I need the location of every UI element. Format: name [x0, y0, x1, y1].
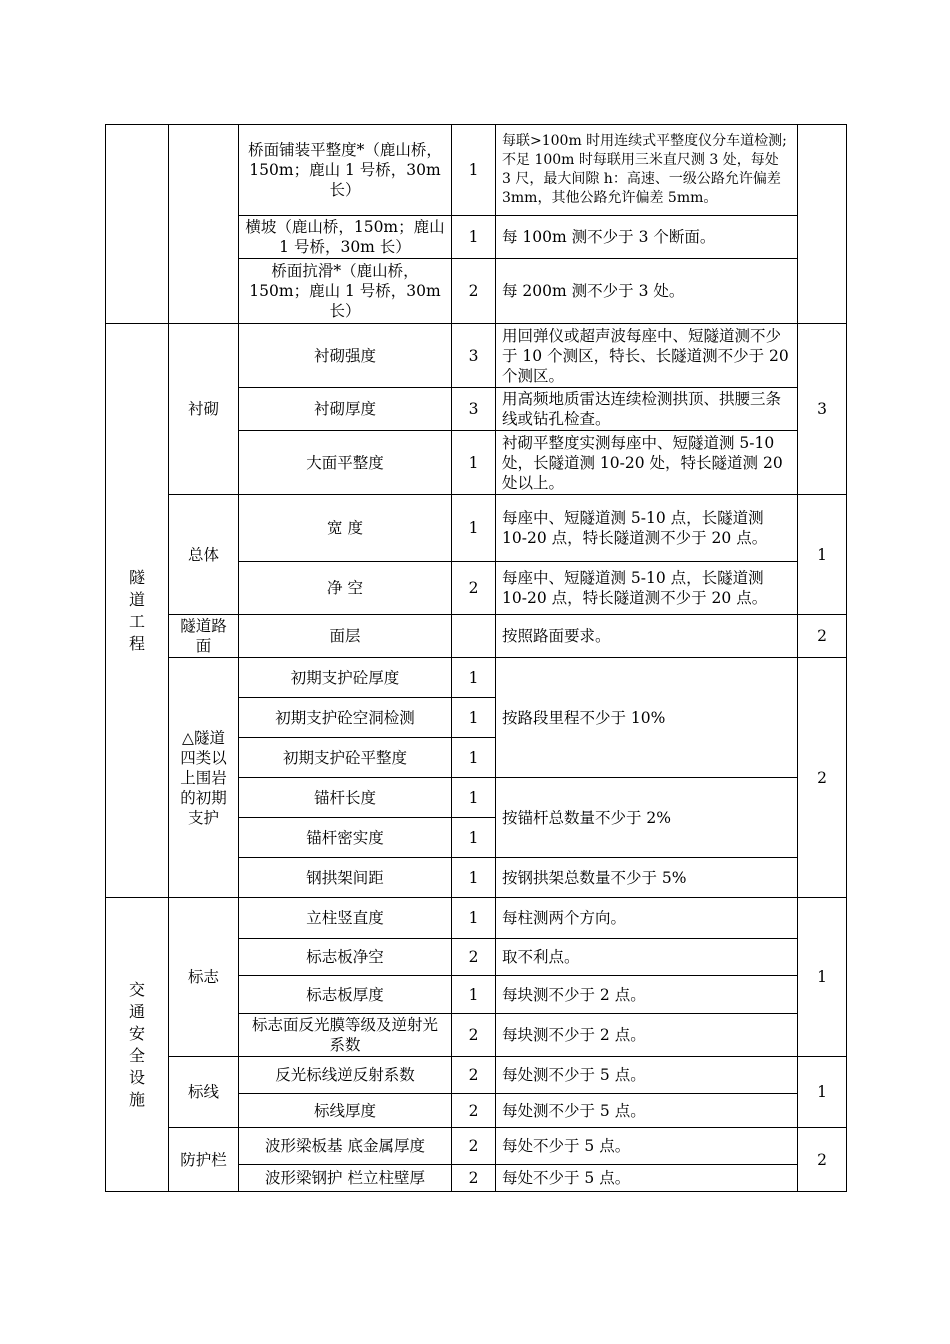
- subgroup-weight: 2: [798, 615, 847, 658]
- item-cell: 波形梁板基 底金属厚度: [239, 1128, 452, 1165]
- group-traffic: [106, 898, 169, 1192]
- weight-cell: 1: [452, 495, 496, 562]
- weight-cell: 1: [452, 658, 496, 698]
- method-cell: 每处不少于 5 点。: [496, 1128, 798, 1165]
- weight-cell: 1: [452, 216, 496, 259]
- item-cell: 桥面抗滑*（鹿山桥，150m；鹿山 1 号桥，30m 长）: [239, 259, 452, 324]
- method-cell: 每处测不少于 5 点。: [496, 1094, 798, 1128]
- method-cell: 每块测不少于 2 点。: [496, 1014, 798, 1057]
- item-cell: 宽 度: [239, 495, 452, 562]
- subgroup-sign: 标志: [169, 898, 239, 1057]
- subgroup-weight: 2: [798, 1128, 847, 1192]
- item-cell: 钢拱架间距: [239, 858, 452, 898]
- weight-cell: 2: [452, 1128, 496, 1165]
- weight-cell: 1: [452, 431, 496, 495]
- subgroup-guard: 防护栏: [169, 1128, 239, 1192]
- method-cell: 每 200m 测不少于 3 处。: [496, 259, 798, 324]
- weight-cell: 1: [452, 738, 496, 778]
- weight-cell: 2: [452, 1014, 496, 1057]
- item-cell: 反光标线逆反射系数: [239, 1057, 452, 1094]
- weight-cell: 2: [452, 1094, 496, 1128]
- subgroup-weight: 1: [798, 898, 847, 1057]
- item-cell: 净 空: [239, 562, 452, 615]
- item-cell: 衬砌厚度: [239, 388, 452, 431]
- table-row: [106, 324, 847, 388]
- item-cell: 标志面反光膜等级及逆射光系数: [239, 1014, 452, 1057]
- weight-cell: 2: [452, 939, 496, 976]
- weight-cell: 2: [452, 1057, 496, 1094]
- group-cell-empty: [106, 125, 169, 324]
- inspection-table: [105, 124, 847, 1192]
- table-row: [106, 495, 847, 562]
- item-cell: 初期支护砼空洞检测: [239, 698, 452, 738]
- weight-cell: 2: [452, 562, 496, 615]
- item-cell: 桥面铺装平整度*（鹿山桥，150m；鹿山 1 号桥，30m 长）: [239, 125, 452, 216]
- table-row: [106, 658, 847, 698]
- table-row: [106, 125, 847, 216]
- method-cell: 每座中、短隧道测 5-10 点，长隧道测 10-20 点，特长隧道测不少于 20 点。: [496, 495, 798, 562]
- item-cell: 初期支护砼平整度: [239, 738, 452, 778]
- weight-cell: 1: [452, 898, 496, 939]
- item-cell: 面层: [239, 615, 452, 658]
- weight-cell: 1: [452, 976, 496, 1014]
- method-cell: 每处测不少于 5 点。: [496, 1057, 798, 1094]
- weight-cell: [452, 615, 496, 658]
- subgroup-support: △隧道四类以上围岩的初期支护: [169, 658, 239, 898]
- method-cell: 每座中、短隧道测 5-10 点，长隧道测 10-20 点，特长隧道测不少于 20 点。: [496, 562, 798, 615]
- item-cell: 初期支护砼厚度: [239, 658, 452, 698]
- table-row: [106, 1128, 847, 1165]
- group-weight-empty: [798, 125, 847, 324]
- weight-cell: 3: [452, 324, 496, 388]
- group-label: 交通安全设施: [128, 979, 145, 1109]
- table-row: [106, 615, 847, 658]
- method-cell: 按钢拱架总数量不少于 5%: [496, 858, 798, 898]
- item-cell: 标志板厚度: [239, 976, 452, 1014]
- subgroup-pavement: 隧道路面: [169, 615, 239, 658]
- method-cell: 取不利点。: [496, 939, 798, 976]
- subgroup-weight: 2: [798, 658, 847, 898]
- method-cell: 用回弹仪或超声波每座中、短隧道测不少于 10 个测区，特长、长隧道测不少于 20 个测区。: [496, 324, 798, 388]
- item-cell: 衬砌强度: [239, 324, 452, 388]
- weight-cell: 1: [452, 778, 496, 818]
- group-tunnel: [106, 324, 169, 898]
- subgroup-cell-empty: [169, 125, 239, 324]
- table-row: [106, 898, 847, 939]
- subgroup-marking: 标线: [169, 1057, 239, 1128]
- subgroup-overall: 总体: [169, 495, 239, 615]
- method-cell: 衬砌平整度实测每座中、短隧道测 5-10 处，长隧道测 10-20 处，特长隧道测 20 处以上。: [496, 431, 798, 495]
- item-cell: 锚杆长度: [239, 778, 452, 818]
- subgroup-weight: 1: [798, 495, 847, 615]
- item-cell: 锚杆密实度: [239, 818, 452, 858]
- method-cell: 每处不少于 5 点。: [496, 1165, 798, 1192]
- weight-cell: 1: [452, 698, 496, 738]
- item-cell: 大面平整度: [239, 431, 452, 495]
- weight-cell: 2: [452, 259, 496, 324]
- weight-cell: 3: [452, 388, 496, 431]
- item-cell: 波形梁钢护 栏立柱壁厚: [239, 1165, 452, 1192]
- subgroup-weight: 3: [798, 324, 847, 495]
- method-cell: 按照路面要求。: [496, 615, 798, 658]
- subgroup-lining: 衬砌: [169, 324, 239, 495]
- method-cell: 每柱测两个方向。: [496, 898, 798, 939]
- item-cell: 标志板净空: [239, 939, 452, 976]
- weight-cell: 1: [452, 818, 496, 858]
- method-cell: 每块测不少于 2 点。: [496, 976, 798, 1014]
- weight-cell: 2: [452, 1165, 496, 1192]
- method-cell: 每 100m 测不少于 3 个断面。: [496, 216, 798, 259]
- method-cell: 按锚杆总数量不少于 2%: [496, 778, 798, 858]
- method-cell: 按路段里程不少于 10%: [496, 658, 798, 778]
- item-cell: 立柱竖直度: [239, 898, 452, 939]
- weight-cell: 1: [452, 125, 496, 216]
- item-cell: 标线厚度: [239, 1094, 452, 1128]
- item-cell: 横坡（鹿山桥，150m；鹿山 1 号桥，30m 长）: [239, 216, 452, 259]
- subgroup-weight: 1: [798, 1057, 847, 1128]
- method-cell: 用高频地质雷达连续检测拱顶、拱腰三条线或钻孔检查。: [496, 388, 798, 431]
- group-label: 隧道工程: [128, 567, 145, 653]
- method-cell: 每联>100m 时用连续式平整度仪分车道检测;不足 100m 时每联用三米直尺测 3 处，每处 3 尺，最大间隙 h：高速、一级公路允许偏差 3mm，其他公路允许偏差 5mm。: [496, 125, 798, 216]
- table-row: [106, 1057, 847, 1094]
- weight-cell: 1: [452, 858, 496, 898]
